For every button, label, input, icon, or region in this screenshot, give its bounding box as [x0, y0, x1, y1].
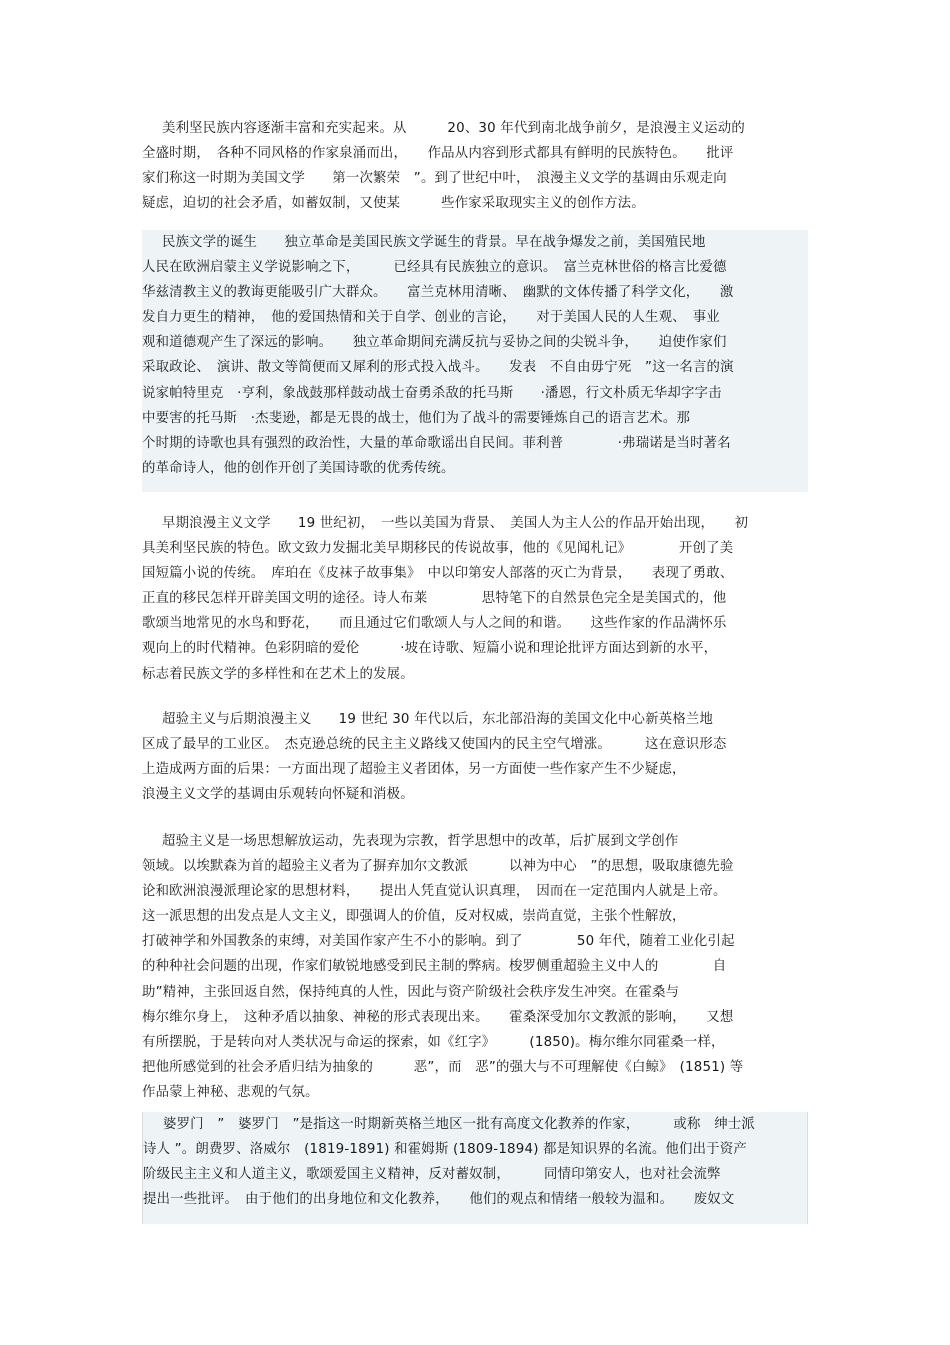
- text-line: 超验主义与后期浪漫主义 19 世纪 30 年代以后，东北部沿海的美国文化中心新英格兰地: [162, 712, 714, 727]
- text-line: 具美利坚民族的特色。欧文致力发掘北美早期移民的传说故事，他的《见闻札记》 开创了美: [142, 541, 734, 557]
- text-line: 观和道德观产生了深远的影响。 独立革命期间充满反抗与妥协之间的尖锐斗争， 迫使作家们: [142, 335, 727, 351]
- text-line: 助”精神，主张回返自然，保持纯真的人性，因此与资产阶级社会秩序发生冲突。在霍桑与: [142, 984, 680, 1000]
- paragraph-brahmins: [142, 1112, 808, 1224]
- text-line: 采取政论、 演讲、散文等简便而又犀利的形式投入战斗。 发表 不自由毋宁死 ”这一名言的演: [142, 360, 734, 376]
- text-line: 超验主义是一场思想解放运动，先表现为宗教，哲学思想中的改革，后扩展到文学创作: [162, 834, 679, 849]
- text-line: 区成了最早的工业区。 杰克逊总统的民主主义路线又使国内的民主空气增涨。 这在意识形态: [142, 737, 727, 753]
- text-line: 婆罗门 ” 婆罗门 ”是指这一时期新英格兰地区一批有高度文化教养的作家， 或称 绅士派: [163, 1117, 755, 1132]
- text-line: 家们称这一时期为美国文学 第一次繁荣 ”。到了世纪中叶， 浪漫主义文学的基调由乐观走向: [142, 171, 727, 187]
- text-line: 早期浪漫主义文学 19 世纪初， 一些以美国为背景、 美国人为主人公的作品开始出现， 初: [162, 516, 749, 531]
- text-line: 的种种社会问题的出现，作家们敏锐地感受到民主制的弊病。梭罗侧重超验主义中人的 自: [142, 959, 727, 975]
- text-line: 正直的移民怎样开辟美国文明的途径。诗人布莱 思特笔下的自然景色完全是美国式的，他: [142, 591, 727, 607]
- text-line: 有所摆脱，于是转向对人类状况与命运的探索，如《红字》 (1850)。梅尔维尔同霍桑一样，: [142, 1034, 725, 1050]
- text-line: 发自力更生的精神， 他的爱国热情和关于自学、创业的言论， 对于美国人民的人生观、 事业: [142, 310, 720, 326]
- text-line: 美利坚民族内容逐渐丰富和充实起来。从 20、30 年代到南北战争前夕，是浪漫主义运动的: [162, 121, 745, 136]
- text-line: 把他所感觉到的社会矛盾归结为抽象的 恶”，而 恶”的强大与不可理解使《白鲸》 (1851) 等: [142, 1059, 744, 1075]
- text-line: 标志着民族文学的多样性和在艺术上的发展。: [142, 666, 414, 682]
- text-line: 华兹清教主义的教诲更能吸引广大群众。 富兰克林用清晰、 幽默的文体传播了科学文化， 激: [142, 285, 734, 301]
- text-line: 民族文学的诞生 独立革命是美国民族文学诞生的背景。早在战争爆发之前，美国殖民地: [162, 235, 706, 250]
- text-line: 阶级民主主义和人道主义，歌颂爱国主义精神，反对蓄奴制， 同情印第安人，也对社会流弊: [143, 1167, 721, 1183]
- text-line: 这一派思想的出发点是人文主义，即强调人的价值，反对权威，崇尚直觉，主张个性解放，: [142, 909, 686, 925]
- text-line: 梅尔维尔身上， 这种矛盾以抽象、神秘的形式表现出来。 霍桑深受加尔文教派的影响， 又想: [142, 1009, 734, 1025]
- paragraph-transcendentalism-2: [142, 829, 808, 1105]
- text-line: 浪漫主义文学的基调由乐观转向怀疑和消极。: [142, 787, 414, 803]
- text-line: 全盛时期， 各种不同风格的作家泉涌而出， 作品从内容到形式都具有鲜明的民族特色。 批评: [142, 146, 734, 162]
- text-line: 提出一些批评。 由于他们的出身地位和文化教养， 他们的观点和情绪一般较为温和。 废奴文: [143, 1192, 735, 1208]
- paragraph-early-romanticism: [142, 511, 808, 687]
- text-line: 作品蒙上神秘、悲观的气氛。: [142, 1084, 319, 1100]
- paragraph-intro: [142, 116, 808, 216]
- text-line: 歌颂当地常见的水鸟和野花， 而且通过它们歌颂人与人之间的和谐。 这些作家的作品满怀乐: [142, 616, 727, 632]
- text-line: 论和欧洲浪漫派理论家的思想材料， 提出人凭直觉认识真理， 因而在一定范围内人就是上帝。: [142, 884, 727, 900]
- paragraph-transcendentalism: [142, 707, 808, 807]
- text-line: 疑虑，迫切的社会矛盾，如蓄奴制，又使某 些作家采取现实主义的创作方法。: [142, 196, 645, 212]
- text-line: 中要害的托马斯 ·杰斐逊，都是无畏的战士，他们为了战斗的需要锤炼自己的语言艺术。那: [142, 410, 691, 426]
- text-line: 领域。以埃默森为首的超验主义者为了摒弃加尔文教派 以神为中心 ”的思想，吸取康德先验: [142, 859, 734, 875]
- text-line: 国短篇小说的传统。 库珀在《皮袜子故事集》 中以印第安人部落的灭亡为背景， 表现了勇敢、: [142, 566, 734, 582]
- text-line: 上造成两方面的后果：一方面出现了超验主义者团体，另一方面使一些作家产生不少疑虑，: [142, 762, 686, 778]
- text-line: 说家帕特里克 ·亨利，象战鼓那样鼓动战士奋勇杀敌的托马斯 ·潘恩，行文朴质无华却字字击: [142, 385, 722, 401]
- text-line: 人民在欧洲启蒙主义学说影响之下， 已经具有民族独立的意识。 富兰克林世俗的格言比爱德: [142, 260, 727, 276]
- text-line: 诗人 ”。朗费罗、洛威尔 (1819-1891) 和霍姆斯 (1809-1894) 都是知识界的名流。他们出于资产: [143, 1142, 747, 1158]
- paragraph-national-literature: [142, 230, 808, 492]
- text-line: 个时期的诗歌也具有强烈的政治性，大量的革命歌谣出自民间。菲利普 ·弗瑞诺是当时著名: [142, 435, 731, 451]
- text-line: 观向上的时代精神。色彩阴暗的爱伦 ·坡在诗歌、短篇小说和理论批评方面达到新的水平，: [142, 641, 718, 657]
- text-line: 打破神学和外国教条的束缚，对美国作家产生不小的影响。到了 50 年代，随着工业化引起: [142, 934, 735, 950]
- text-line: 的革命诗人，他的创作开创了美国诗歌的优秀传统。: [142, 460, 455, 476]
